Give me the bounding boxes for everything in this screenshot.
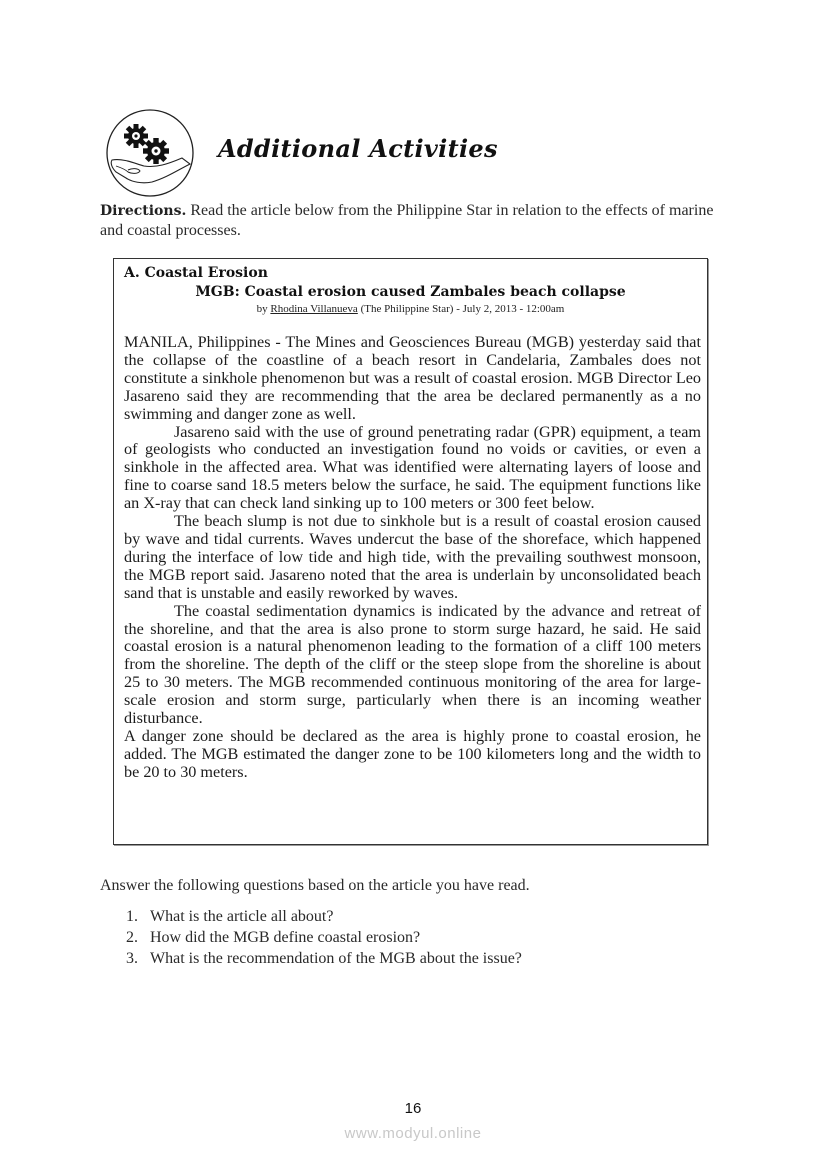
page-number: 16 [404,1100,422,1117]
question-text: What is the recommendation of the MGB about the issue? [150,950,522,967]
section-label: A. Coastal Erosion [124,265,268,281]
question-text: How did the MGB define coastal erosion? [150,929,421,946]
watermark: www.modyul.online [344,1125,482,1142]
question-item [126,927,522,948]
question-item [126,906,522,927]
question-number: 2. [126,929,138,946]
directions-label: Directions. [100,203,187,219]
directions [100,201,740,241]
questions-intro: Answer the following questions based on the article you have read. [100,877,530,894]
question-number: 1. [126,908,138,925]
gears-in-hand-icon [104,108,196,198]
article-box [113,258,708,845]
article-body [124,334,701,782]
question-item [126,948,522,969]
article-paragraph: The beach slump is not due to sinkhole but is a result of coastal erosion caused by wave and tidal currents. Waves undercut the base of the shoreface, which happened during the interface of low tide and high tide, with the prevailing southwest monsoon, the MGB report said. Jasareno noted that the area is underlain by unconsolidated beach sand that is unstable and easily reworked by waves. [124,512,701,602]
author-link[interactable]: Rhodina Villanueva [270,303,358,315]
question-number: 3. [126,950,138,967]
byline-suffix: (The Philippine Star) - July 2, 2013 - 12:00am [357,303,565,315]
page-title: Additional Activities [218,134,498,163]
questions-list [126,906,522,969]
article-paragraph: A danger zone should be declared as the area is highly prone to coastal erosion, he added. The MGB estimated the danger zone to be 100 kilometers long and the width to be 20 to 30 meters. [124,726,701,781]
article-byline [114,303,707,315]
article-headline: MGB: Coastal erosion caused Zambales beach collapse [195,284,626,300]
article-paragraph: Jasareno said with the use of ground penetrating radar (GPR) equipment, a team of geologists who conducted an investigation found no voids or cavities, or even a sinkhole in the affected area. What was identified were alternating layers of loose and fine to coarse sand 18.5 meters below the surface, he said. The equipment functions like an X-ray that can check land sinking up to 100 meters or 300 feet below. [124,422,701,513]
byline-prefix: by [256,303,271,315]
article-paragraph: The coastal sedimentation dynamics is indicated by the advance and retreat of the shoreline, and that the area is also prone to storm surge hazard, he said. He said coastal erosion is a natural phenomenon leading to the formation of a cliff 100 meters from the shoreline. The depth of the cliff or the steep slope from the shoreline is about 25 to 30 meters. The MGB recommended continuous monitoring of the area for large-scale erosion and storm surge, particularly when there is an incoming weather disturbance. [124,601,701,728]
question-text: What is the article all about? [150,908,334,925]
article-paragraph: MANILA, Philippines - The Mines and Geosciences Bureau (MGB) yesterday said that the collapse of the coastline of a beach resort in Candelaria, Zambales does not constitute a sinkhole phenomenon but was a result of coastal erosion. MGB Director Leo Jasareno said they are recommending that the area be declared permanently as a no swimming and danger zone as well. [124,333,701,423]
directions-text: Read the article below from the Philippine Star in relation to the effects of marine and coastal processes. [100,202,714,239]
